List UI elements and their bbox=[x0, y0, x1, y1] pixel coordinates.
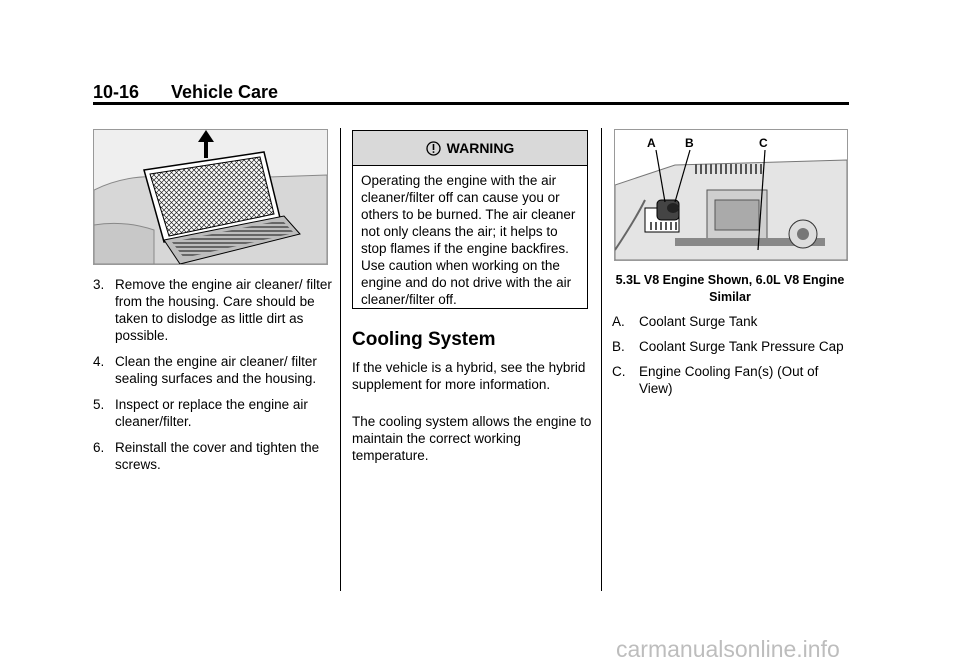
step-text: Remove the engine air cleaner/ filter from the housing. Care should be taken to dislodge as little dirt as possible. bbox=[115, 277, 332, 343]
warning-circle-icon bbox=[426, 141, 441, 156]
section-title: Vehicle Care bbox=[171, 82, 279, 102]
engine-illustration bbox=[614, 129, 848, 261]
step-item bbox=[93, 396, 333, 430]
warning-header bbox=[353, 131, 587, 166]
legend-item bbox=[612, 363, 848, 397]
step-number: 4. bbox=[93, 354, 105, 369]
callout-b-label: B bbox=[685, 136, 694, 150]
procedure-steps bbox=[93, 276, 333, 482]
callout-c-label: C bbox=[759, 136, 768, 150]
warning-box bbox=[352, 130, 588, 309]
legend-text: Engine Cooling Fan(s) (Out of View) bbox=[639, 364, 819, 396]
step-text: Reinstall the cover and tighten the screws. bbox=[115, 440, 320, 472]
warning-text: Operating the engine with the air cleaner/filter off can cause you or others to be burned. The air cleaner not only cleans the air; it helps to stop flames if the engine backfires. Use caution when working on the engine and do not drive with the air cleaner/filter off. bbox=[361, 173, 576, 307]
engine-drawing bbox=[615, 130, 847, 260]
watermark: carmanualsonline.info bbox=[616, 636, 840, 662]
step-item bbox=[93, 439, 333, 473]
page-number: 10-16 bbox=[93, 82, 140, 102]
page-header bbox=[93, 82, 849, 104]
legend-text: Coolant Surge Tank bbox=[639, 314, 758, 329]
callout-a-label: A bbox=[647, 136, 656, 150]
step-item bbox=[93, 276, 333, 344]
legend-key: C. bbox=[612, 364, 626, 379]
legend-key: A. bbox=[612, 314, 625, 329]
legend-item bbox=[612, 338, 848, 355]
section-heading: Cooling System bbox=[352, 329, 496, 350]
legend-item bbox=[612, 313, 848, 330]
air-cleaner-drawing bbox=[94, 130, 327, 264]
column-divider-1 bbox=[340, 128, 341, 591]
step-item bbox=[93, 353, 333, 387]
air-cleaner-illustration bbox=[93, 129, 328, 265]
legend-text: Coolant Surge Tank Pressure Cap bbox=[639, 339, 844, 354]
body-paragraph: If the vehicle is a hybrid, see the hybrid supplement for more information. bbox=[352, 360, 586, 392]
step-text: Inspect or replace the engine air cleaner/filter. bbox=[115, 397, 308, 429]
figure-legend bbox=[612, 313, 848, 405]
step-text: Clean the engine air cleaner/ filter sealing surfaces and the housing. bbox=[115, 354, 317, 386]
header-rule bbox=[93, 102, 849, 105]
step-number: 6. bbox=[93, 440, 105, 455]
step-number: 3. bbox=[93, 277, 105, 292]
body-paragraph: The cooling system allows the engine to maintain the correct working temperature. bbox=[352, 414, 592, 463]
step-number: 5. bbox=[93, 397, 105, 412]
legend-key: B. bbox=[612, 339, 625, 354]
figure-caption: 5.3L V8 Engine Shown, 6.0L V8 Engine Similar bbox=[615, 273, 845, 304]
warning-title: WARNING bbox=[446, 140, 515, 156]
column-divider-2 bbox=[601, 128, 602, 591]
